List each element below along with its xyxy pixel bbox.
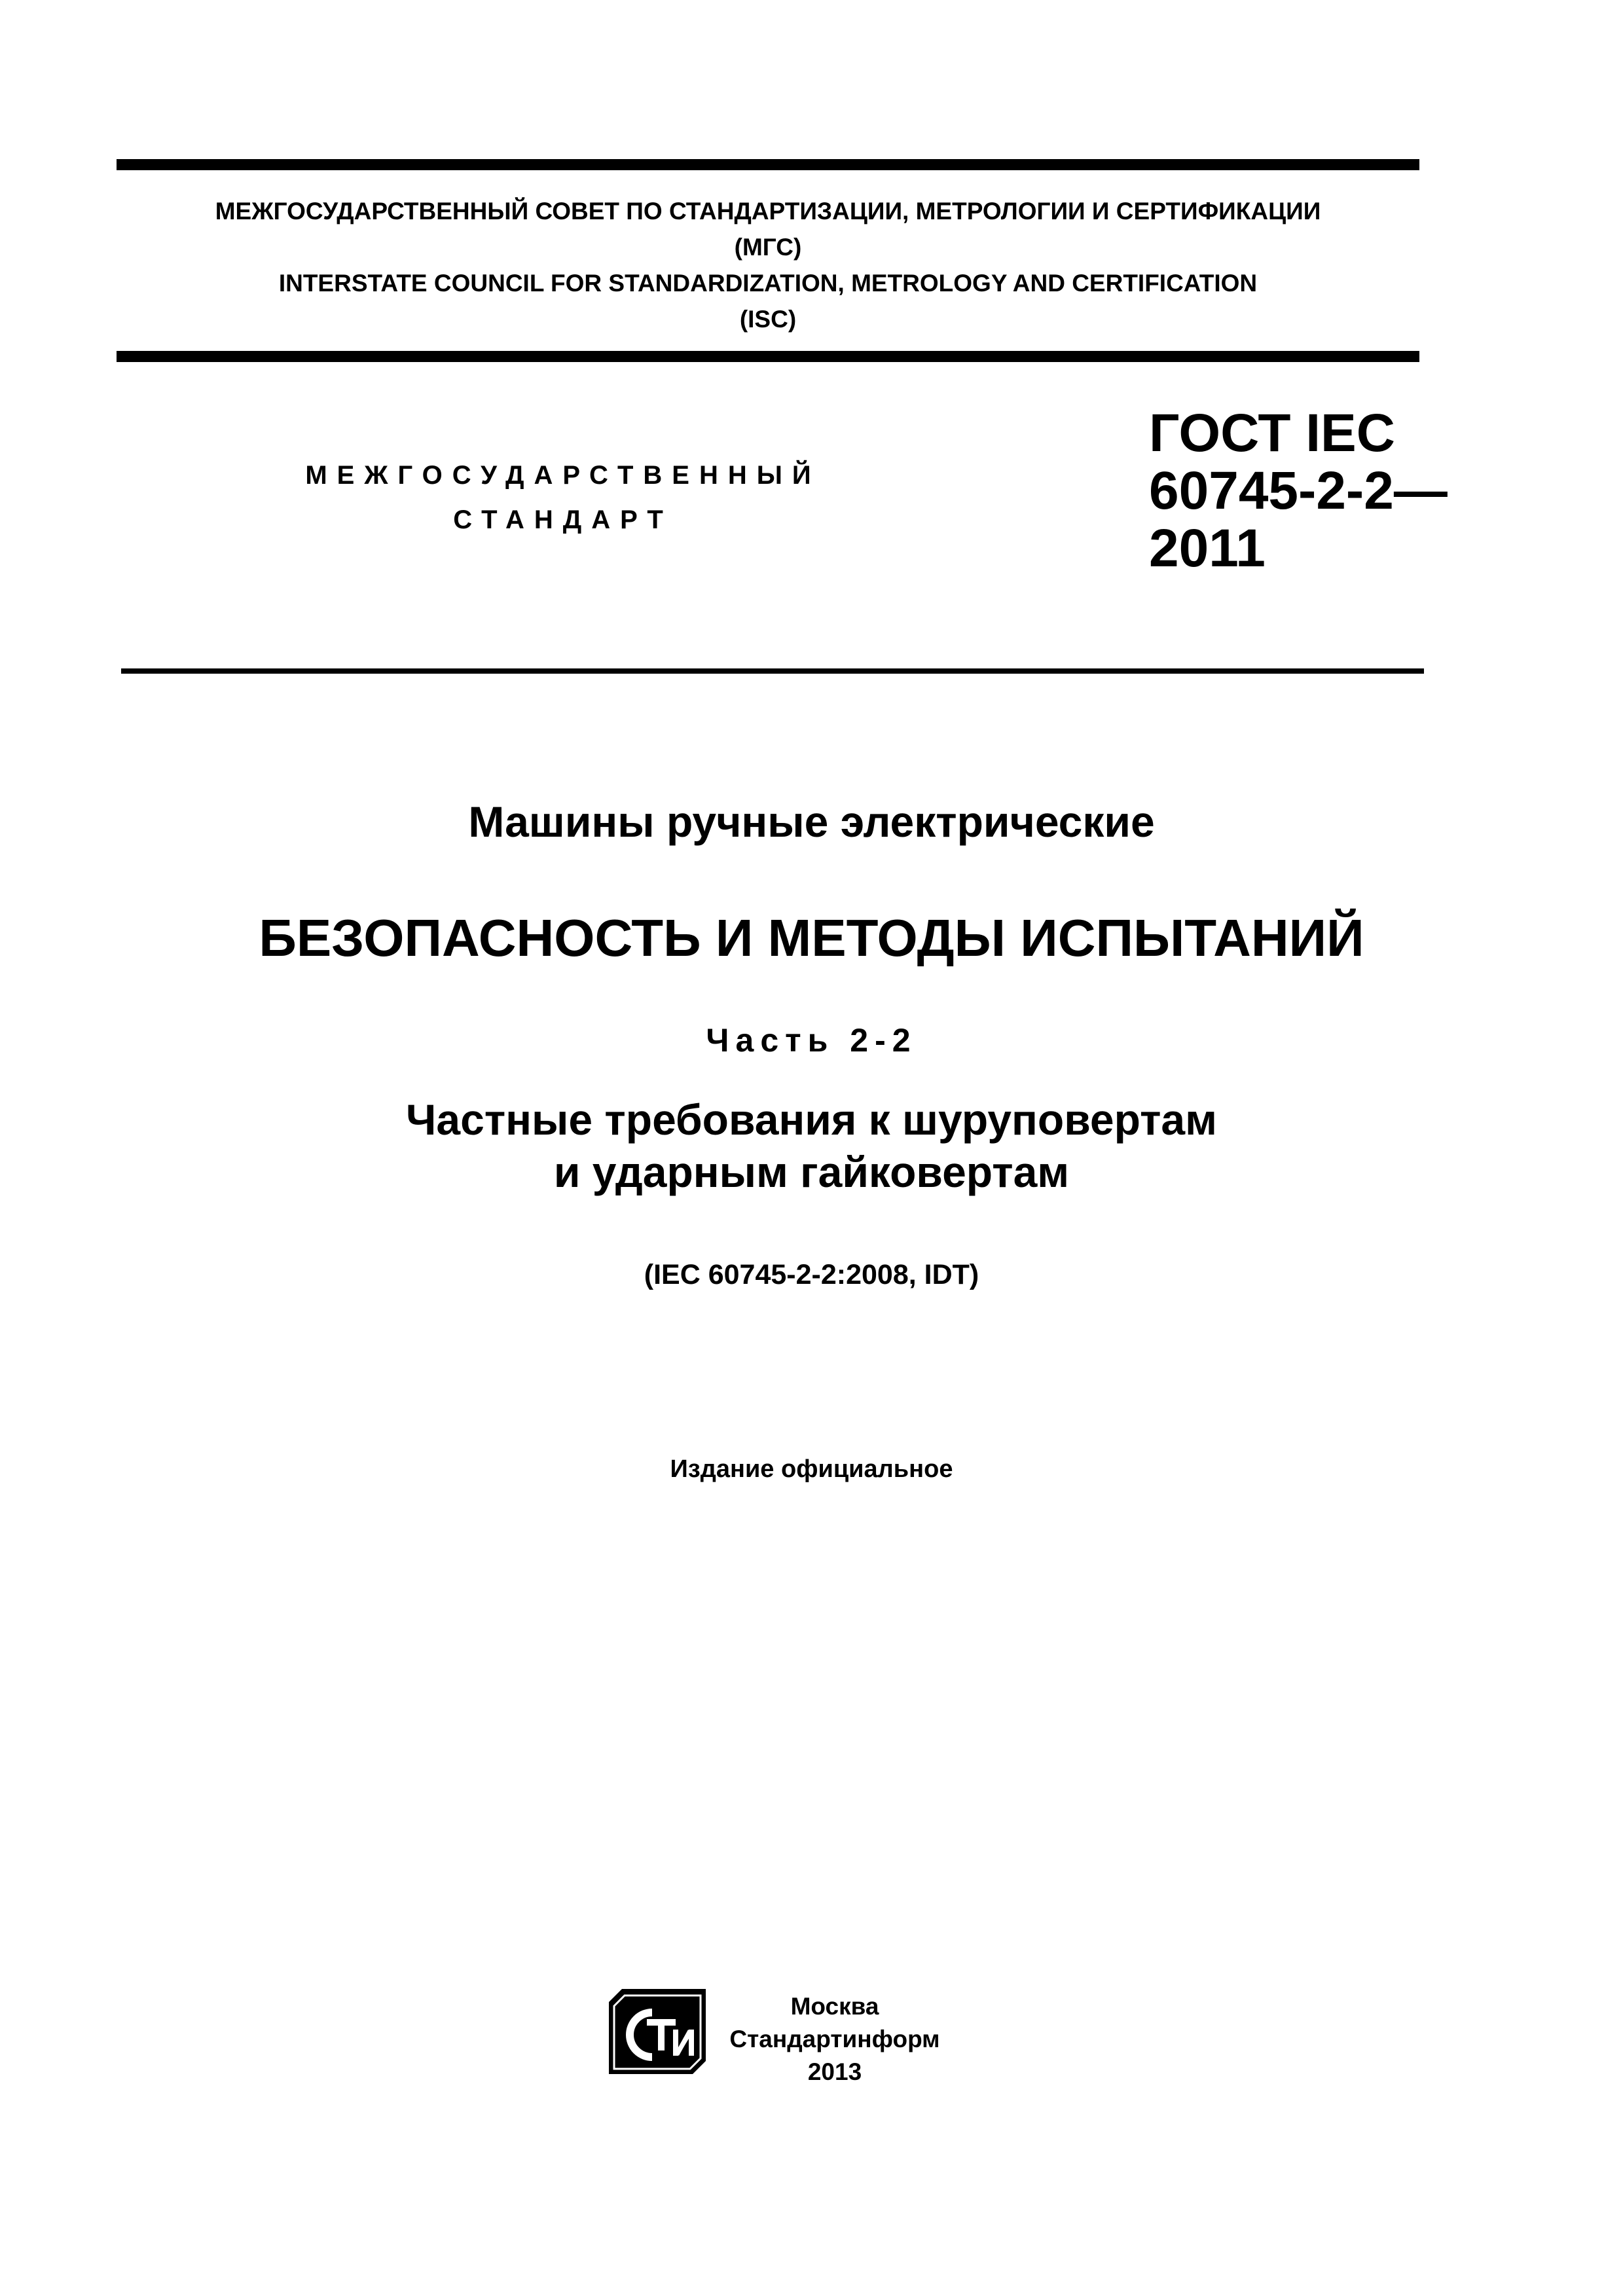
standard-type-label [216,453,910,542]
document-subject: БЕЗОПАСНОСТЬ И МЕТОДЫ ИСПЫТАНИЙ [259,909,1364,967]
top-rule [117,159,1419,170]
publisher-name: Стандартинформ [729,2026,940,2052]
document-subtitle-line-2: и ударным гайковертам [553,1148,1070,1196]
document-subtitle-line-1: Частные требования к шуруповертам [406,1095,1217,1144]
document-subtitle [0,1093,1623,1198]
middle-rule [117,351,1419,362]
document-title: Машины ручные электрические [468,797,1155,846]
iec-reference: (IEC 60745-2-2:2008, IDT) [644,1259,979,1290]
council-abbr-ru: (МГС) [734,234,802,261]
edition-note: Издание официальное [670,1455,953,1483]
standard-number [1149,405,1448,577]
lower-rule [121,668,1424,674]
standartinform-logo-icon [609,1989,706,2074]
standard-number-line-1: ГОСТ IEC [1149,403,1395,463]
council-name-ru: МЕЖГОСУДАРСТВЕННЫЙ СОВЕТ ПО СТАНДАРТИЗАЦИИ, МЕТРОЛОГИИ И СЕРТИФИКАЦИИ [215,198,1321,225]
council-header [117,193,1419,337]
standard-number-line-2: 60745-2-2— [1149,461,1448,520]
publisher-block [720,1990,949,2088]
standard-number-line-3: 2011 [1149,519,1266,578]
council-name-en: INTERSTATE COUNCIL FOR STANDARDIZATION, METROLOGY AND CERTIFICATION [278,270,1258,297]
standard-type-line-1: МЕЖГОСУДАРСТВЕННЫЙ [305,461,821,490]
document-part: Часть 2-2 [706,1022,917,1059]
standard-type-line-2: СТАНДАРТ [453,505,673,534]
publisher-city: Москва [790,1993,879,2020]
council-abbr-en: (ISC) [739,306,797,333]
publication-year: 2013 [807,2058,862,2085]
